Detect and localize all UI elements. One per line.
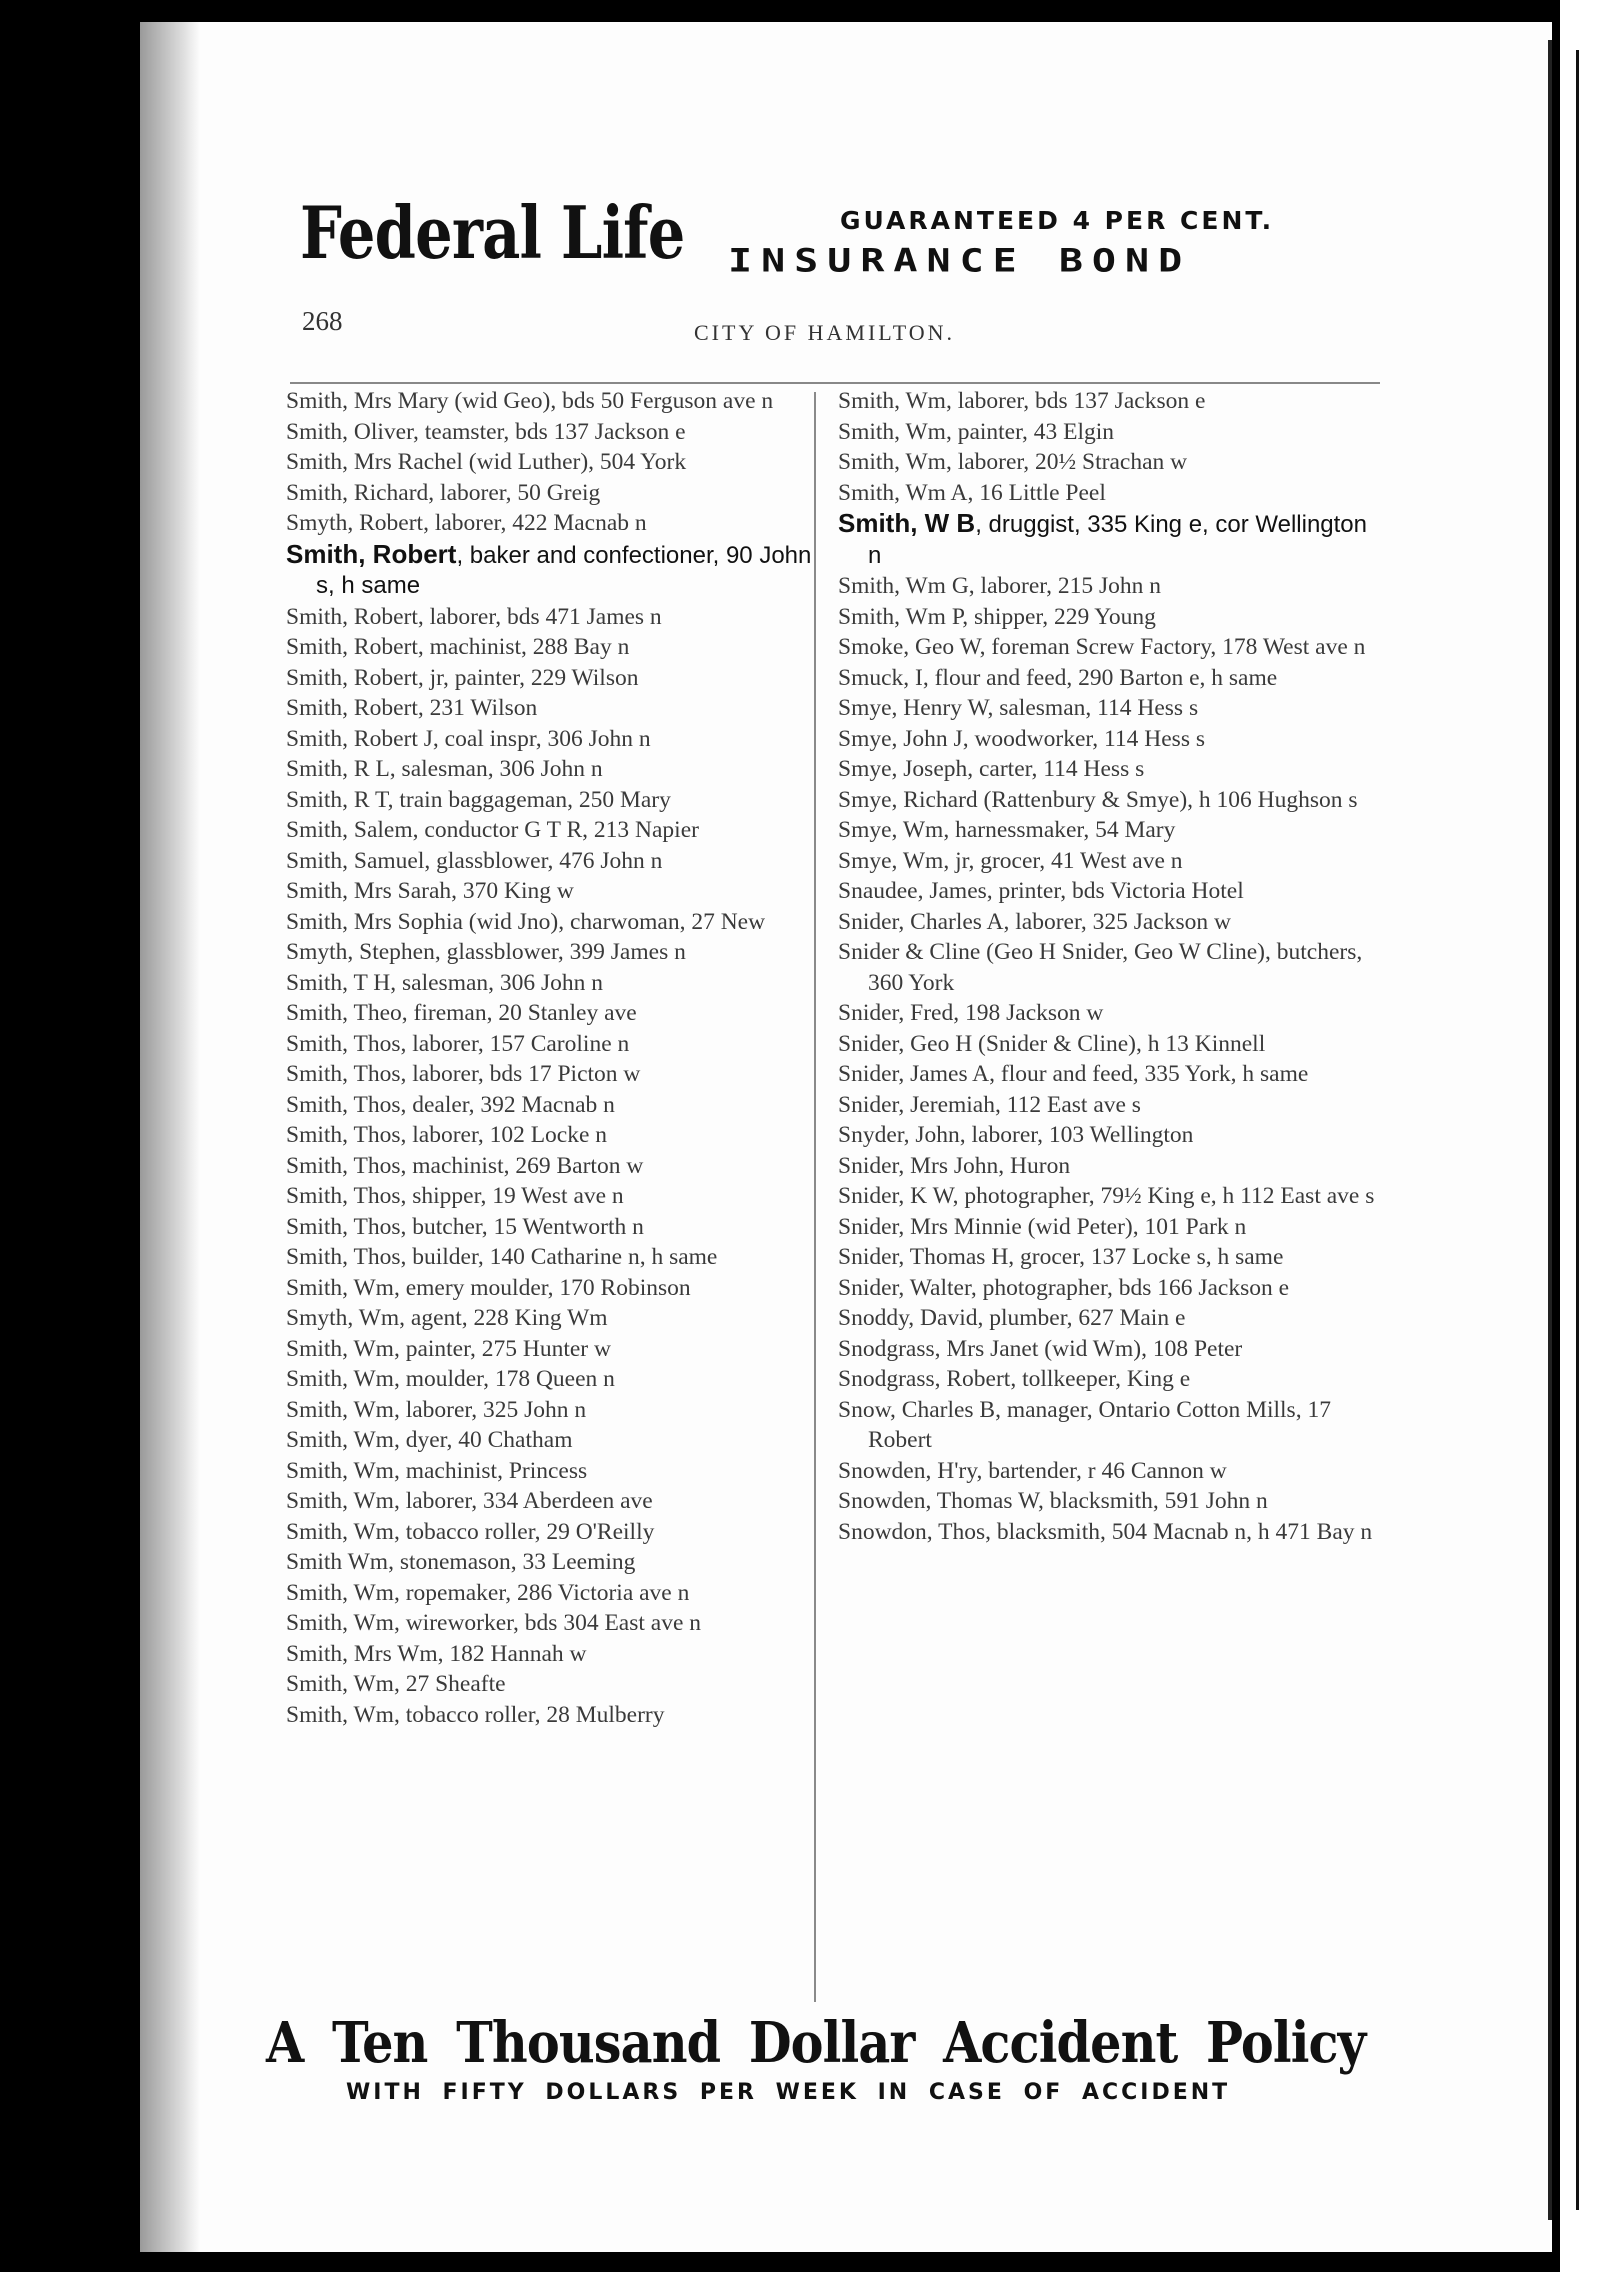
bottom-ad-headline: A Ten Thousand Dollar Accident Policy — [266, 2010, 1366, 2076]
entry-text: Smith, Wm A, 16 Little Peel — [838, 479, 1106, 506]
entry-text: Smith, Thos, machinist, 269 Barton w — [286, 1152, 644, 1179]
directory-entry — [286, 1303, 814, 1334]
entry-text: Snider & Cline (Geo H Snider, Geo W Cline), butchers, 360 York — [838, 939, 1363, 996]
directory-entry — [286, 1059, 814, 1090]
entry-text: Snider, James A, flour and feed, 335 York, h same — [838, 1061, 1309, 1087]
column-divider — [814, 392, 816, 2002]
directory-entry — [286, 815, 814, 846]
directory-entry — [286, 1486, 814, 1517]
directory-entry — [286, 1456, 814, 1487]
directory-entry — [286, 1395, 814, 1426]
entry-text: Smith, Wm, wireworker, bds 304 East ave n — [286, 1610, 702, 1636]
directory-entry — [286, 1212, 814, 1243]
entry-text: Smye, John J, woodworker, 114 Hess s — [838, 725, 1205, 752]
directory-entry — [838, 663, 1378, 694]
directory-entry — [838, 386, 1378, 417]
directory-entry — [286, 876, 814, 907]
entry-text: Smith, Wm, tobacco roller, 28 Mulberry — [286, 1701, 665, 1728]
entry-text: Smuck, I, flour and feed, 290 Barton e, h same — [838, 664, 1278, 691]
entry-text: Smoke, Geo W, foreman Screw Factory, 178 West ave n — [838, 634, 1366, 660]
directory-entry — [838, 632, 1378, 663]
entry-text: Smith, Wm, emery moulder, 170 Robinson — [286, 1274, 691, 1301]
entry-text: Snider, Walter, photographer, bds 166 Jackson e — [838, 1274, 1290, 1301]
directory-entry — [286, 1517, 814, 1548]
directory-entry — [286, 1547, 814, 1578]
entry-text: Smith, Salem, conductor G T R, 213 Napier — [286, 817, 699, 843]
directory-entry — [838, 876, 1378, 907]
entry-text: Smith, Samuel, glassblower, 476 John n — [286, 847, 663, 874]
entry-text: Smith, Thos, laborer, bds 17 Picton w — [286, 1061, 641, 1087]
directory-entry — [286, 1608, 814, 1639]
entry-text: Smyth, Stephen, glassblower, 399 James n — [286, 939, 686, 965]
ad-bond-line — [728, 238, 1191, 284]
entry-text: Smith, Wm G, laborer, 215 John n — [838, 573, 1162, 599]
directory-entry — [286, 602, 814, 633]
directory-entry — [838, 1151, 1378, 1182]
directory-entry — [286, 1334, 814, 1365]
entry-text: Smith, Thos, laborer, 157 Caroline n — [286, 1030, 630, 1057]
directory-entry — [286, 1029, 814, 1060]
entry-name-bold: Smith, W B — [838, 508, 976, 538]
page-number: 268 — [302, 306, 343, 336]
directory-entry — [838, 1273, 1378, 1304]
directory-entry — [838, 602, 1378, 633]
directory-entry — [838, 1059, 1378, 1090]
entry-text: Snider, Mrs Minnie (wid Peter), 101 Park n — [838, 1213, 1247, 1240]
directory-entry — [286, 1639, 814, 1670]
directory-entry — [838, 815, 1378, 846]
entry-text: Smith, Wm, 27 Sheafte — [286, 1671, 506, 1697]
entry-text: Smith, Mrs Rachel (wid Luther), 504 York — [286, 449, 687, 475]
directory-entry — [286, 1120, 814, 1151]
directory-entry — [838, 508, 1378, 571]
entry-text: Snoddy, David, plumber, 627 Main e — [838, 1305, 1186, 1331]
entry-text: Smith, Wm, dyer, 40 Chatham — [286, 1427, 573, 1453]
entry-text: Smith, Thos, shipper, 19 West ave n — [286, 1183, 624, 1209]
entry-text: Smith, Oliver, teamster, bds 137 Jackson e — [286, 418, 686, 445]
directory-entry — [286, 663, 814, 694]
entry-text: Smye, Wm, jr, grocer, 41 West ave n — [838, 847, 1183, 874]
entry-text: Smith, R T, train baggageman, 250 Mary — [286, 786, 671, 813]
entry-text: Smith, Wm P, shipper, 229 Young — [838, 603, 1156, 630]
ad-bond-text: INSURANCE BOND — [728, 242, 1192, 280]
directory-entry — [838, 937, 1378, 998]
directory-entry — [838, 1212, 1378, 1243]
entry-text: Smye, Wm, harnessmaker, 54 Mary — [838, 817, 1176, 843]
entry-text: Smith, Mrs Sophia (wid Jno), charwoman, 27 New — [286, 908, 766, 935]
entry-text: Smith, Mrs Mary (wid Geo), bds 50 Ferguson ave n — [286, 388, 774, 414]
directory-entry — [838, 478, 1378, 509]
directory-entry — [838, 1181, 1378, 1212]
entry-text: Smye, Richard (Rattenbury & Smye), h 106 Hughson s — [838, 786, 1358, 813]
directory-entry — [286, 447, 814, 478]
entry-detail: , druggist, 335 King e, cor Wellington n — [868, 511, 1367, 569]
entry-text: Smith, Wm, laborer, 325 John n — [286, 1396, 587, 1423]
entry-text: Snider, Mrs John, Huron — [838, 1152, 1071, 1179]
directory-entry — [286, 1669, 814, 1700]
directory-entry — [838, 571, 1378, 602]
directory-entry — [838, 846, 1378, 877]
directory-entry — [286, 846, 814, 877]
directory-entry — [838, 998, 1378, 1029]
directory-entry — [286, 1273, 814, 1304]
directory-entry — [838, 1120, 1378, 1151]
directory-entry — [838, 785, 1378, 816]
directory-entry — [286, 937, 814, 968]
right-column — [838, 386, 1378, 1547]
entry-text: Smith, Wm, ropemaker, 286 Victoria ave n — [286, 1579, 690, 1606]
bottom-ad-subline: WITH FIFTY DOLLARS PER WEEK IN CASE OF ACCIDENT — [346, 2080, 1231, 2105]
entry-text: Smith, Wm, moulder, 178 Queen n — [286, 1366, 615, 1392]
directory-entry — [838, 1517, 1378, 1548]
directory-entry — [286, 1364, 814, 1395]
directory-entry — [838, 1334, 1378, 1365]
directory-entry — [838, 693, 1378, 724]
entry-text: Smith, Thos, builder, 140 Catharine n, h same — [286, 1244, 718, 1270]
entry-text: Smith, Robert J, coal inspr, 306 John n — [286, 725, 651, 752]
directory-entry — [286, 539, 814, 602]
directory-entry — [286, 968, 814, 999]
directory-entry — [286, 754, 814, 785]
directory-entry — [838, 1303, 1378, 1334]
entry-text: Smye, Henry W, salesman, 114 Hess s — [838, 695, 1199, 721]
ad-brand-title: Federal Life — [300, 190, 685, 275]
entry-detail: , baker and confectioner, 90 John s, h same — [316, 541, 812, 599]
entry-text: Snider, Jeremiah, 112 East ave s — [838, 1091, 1141, 1118]
directory-entry — [286, 1181, 814, 1212]
page-binding-shadow — [140, 22, 200, 2252]
entry-text: Snodgrass, Robert, tollkeeper, King e — [838, 1366, 1191, 1392]
entry-text: Smith, Wm, laborer, 334 Aberdeen ave — [286, 1488, 653, 1514]
ad-guarantee-line: GUARANTEED 4 PER CENT. — [840, 206, 1275, 235]
directory-entry — [286, 1578, 814, 1609]
directory-entry — [838, 417, 1378, 448]
entry-text: Smyth, Wm, agent, 228 King Wm — [286, 1305, 608, 1331]
entry-text: Smith, Mrs Wm, 182 Hannah w — [286, 1640, 587, 1667]
entry-text: Snider, Charles A, laborer, 325 Jackson w — [838, 908, 1231, 935]
directory-entry — [838, 724, 1378, 755]
directory-entry — [286, 1151, 814, 1182]
entry-text: Smith, Robert, jr, painter, 229 Wilson — [286, 664, 639, 691]
entry-text: Snaudee, James, printer, bds Victoria Hotel — [838, 878, 1244, 904]
entry-text: Smith, Richard, laborer, 50 Greig — [286, 479, 601, 506]
directory-entry — [838, 1395, 1378, 1456]
entry-text: Snider, Fred, 198 Jackson w — [838, 1000, 1104, 1026]
entry-text: Smith, R L, salesman, 306 John n — [286, 756, 603, 782]
directory-entry — [286, 724, 814, 755]
entry-text: Smith, Thos, laborer, 102 Locke n — [286, 1122, 608, 1148]
entry-text: Snyder, John, laborer, 103 Wellington — [838, 1122, 1194, 1148]
directory-entry — [838, 907, 1378, 938]
directory-entry — [838, 1029, 1378, 1060]
entry-text: Smith, Wm, tobacco roller, 29 O'Reilly — [286, 1518, 655, 1545]
entry-text: Smith, Wm, laborer, 20½ Strachan w — [838, 449, 1188, 475]
directory-entry — [838, 1242, 1378, 1273]
directory-entry — [838, 1364, 1378, 1395]
next-page-edge-line — [1576, 50, 1579, 2210]
directory-entry — [838, 754, 1378, 785]
entry-text: Snowden, H'ry, bartender, r 46 Cannon w — [838, 1457, 1227, 1484]
entry-text: Smith, T H, salesman, 306 John n — [286, 969, 604, 996]
directory-entry — [286, 1090, 814, 1121]
directory-entry — [286, 1700, 814, 1731]
entry-text: Snider, Thomas H, grocer, 137 Locke s, h same — [838, 1244, 1284, 1270]
entry-text: Snowden, Thomas W, blacksmith, 591 John n — [838, 1488, 1268, 1514]
directory-entry — [286, 785, 814, 816]
entry-text: Smith, Theo, fireman, 20 Stanley ave — [286, 1000, 637, 1026]
entry-text: Snowdon, Thos, blacksmith, 504 Macnab n, h 471 Bay n — [838, 1518, 1373, 1545]
entry-text: Smith, Thos, dealer, 392 Macnab n — [286, 1091, 615, 1118]
entry-text: Smith Wm, stonemason, 33 Leeming — [286, 1549, 636, 1575]
entry-text: Snow, Charles B, manager, Ontario Cotton Mills, 17 Robert — [838, 1396, 1331, 1453]
entry-text: Smyth, Robert, laborer, 422 Macnab n — [286, 510, 647, 536]
entry-text: Snider, K W, photographer, 79½ King e, h 112 East ave s — [838, 1183, 1375, 1209]
entry-text: Snider, Geo H (Snider & Cline), h 13 Kinnell — [838, 1030, 1266, 1057]
directory-entry — [838, 1090, 1378, 1121]
entry-text: Smith, Robert, laborer, bds 471 James n — [286, 603, 662, 630]
directory-entry — [286, 998, 814, 1029]
running-head: CITY OF HAMILTON. — [694, 320, 956, 345]
directory-entry — [286, 632, 814, 663]
entry-text: Smith, Wm, painter, 43 Elgin — [838, 418, 1115, 445]
entry-text: Smye, Joseph, carter, 114 Hess s — [838, 756, 1145, 782]
left-column — [286, 386, 814, 1730]
directory-entry — [286, 1242, 814, 1273]
entry-text: Smith, Wm, painter, 275 Hunter w — [286, 1335, 611, 1362]
directory-entry — [286, 386, 814, 417]
entry-name-bold: Smith, Robert — [286, 538, 457, 569]
entry-text: Snodgrass, Mrs Janet (wid Wm), 108 Peter — [838, 1335, 1243, 1362]
directory-entry — [286, 1425, 814, 1456]
directory-entry — [286, 417, 814, 448]
entry-text: Smith, Robert, 231 Wilson — [286, 695, 538, 721]
page-edge — [1548, 40, 1552, 2220]
directory-entry — [286, 907, 814, 938]
directory-entry — [286, 693, 814, 724]
entry-text: Smith, Mrs Sarah, 370 King w — [286, 878, 574, 904]
directory-entry — [838, 1486, 1378, 1517]
entry-text: Smith, Thos, butcher, 15 Wentworth n — [286, 1213, 644, 1240]
directory-entry — [286, 478, 814, 509]
entry-text: Smith, Robert, machinist, 288 Bay n — [286, 634, 630, 660]
directory-entry — [838, 447, 1378, 478]
directory-entry — [838, 1456, 1378, 1487]
entry-text: Smith, Wm, machinist, Princess — [286, 1457, 588, 1484]
header-rule — [290, 382, 1380, 384]
directory-entry — [286, 508, 814, 539]
top-advertisement — [300, 190, 1390, 300]
next-page-edge — [1560, 0, 1624, 2272]
entry-text: Smith, Wm, laborer, bds 137 Jackson e — [838, 388, 1206, 414]
